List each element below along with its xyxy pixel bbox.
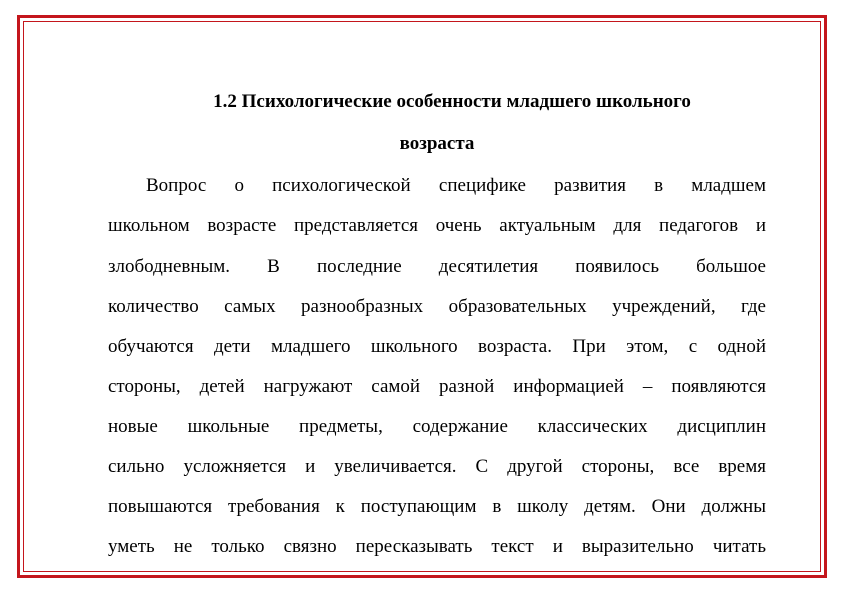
body-paragraph <box>108 0 766 595</box>
paragraph-line: количество самых разнообразных образовательных учреждений, где <box>108 296 766 317</box>
paragraph-line: школьном возрасте представляется очень актуальным для педагогов и <box>108 215 766 236</box>
paragraph-line: новые школьные предметы, содержание классических дисциплин <box>108 416 766 437</box>
paragraph-line: сильно усложняется и увеличивается. С другой стороны, все время <box>108 456 766 477</box>
section-title-line-1: 1.2 Психологические особенности младшего школьного <box>213 91 691 112</box>
paragraph-line: повышаются требования к поступающим в школу детям. Они должны <box>108 496 766 517</box>
section-title-line-2: возраста <box>399 133 475 154</box>
paragraph-line: обучаются дети младшего школьного возраста. При этом, с одной <box>108 336 766 357</box>
paragraph-line: стороны, детей нагружают самой разной информацией – появляются <box>108 376 766 397</box>
paragraph-line: злободневным. В последние десятилетия появилось большое <box>108 256 766 277</box>
paragraph-line: Вопрос о психологической специфике развития в младшем <box>146 175 766 196</box>
paragraph-line: уметь не только связно пересказывать текст и выразительно читать <box>108 536 766 557</box>
